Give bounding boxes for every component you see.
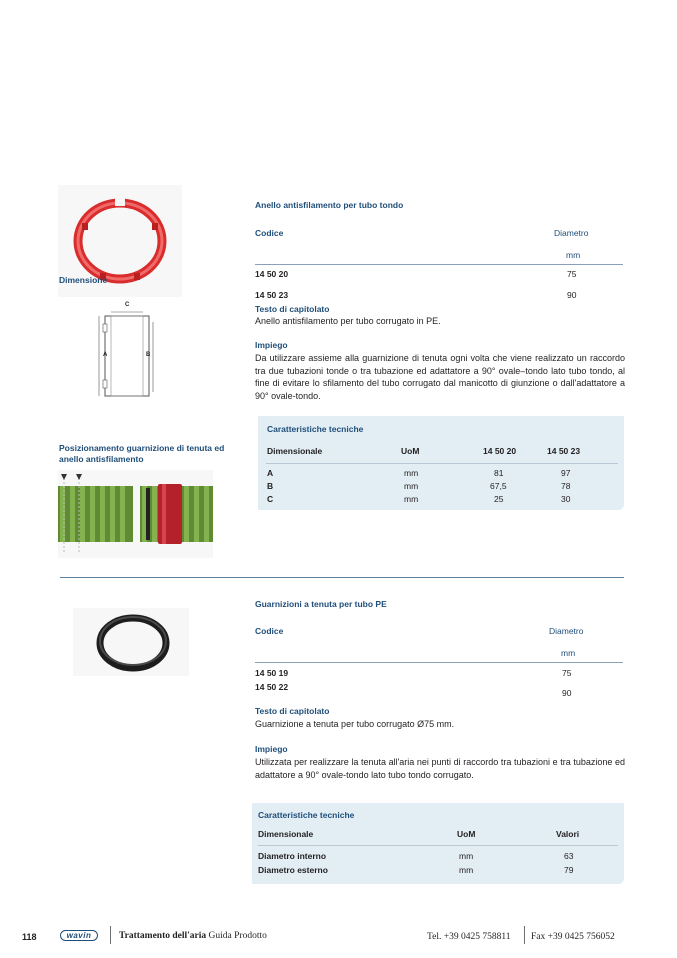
section2-tech-header-uom: UoM: [457, 829, 476, 839]
black-gasket-image: [95, 611, 171, 675]
section1-title: Anello antisfilamento per tubo tondo: [255, 200, 404, 210]
wavin-logo: [60, 930, 98, 941]
section1-impiego-text: Da utilizzare assieme alla guarnizione di tenuta ogni volta che viene realizzato un raccordo tra due tubazioni tonde o tra tubazione ed adattatore a 90° ovale–tondo lato tubo tondo, al fine di evitare lo sfilamento del tubo corrugato dal manicotto di giunzione o dall'adattatore a 90° ovale-tondo.: [255, 353, 625, 401]
section1-impiego-label: Impiego: [255, 340, 288, 350]
pipe-assembly-image: [58, 474, 213, 558]
footer-section-title: [119, 931, 267, 941]
footer-separator-2: [524, 926, 525, 944]
section2-tech-r2-dim: Diametro esterno: [258, 865, 328, 875]
section2-impiego-label: Impiego: [255, 744, 288, 754]
footer-fax: Fax +39 0425 756052: [531, 932, 615, 942]
section1-row1-code: 14 50 20: [255, 269, 289, 279]
section2-tech-box: [252, 803, 624, 884]
section1-tech-r2-dim: B: [267, 481, 274, 491]
section1-code-header: Codice: [255, 228, 284, 238]
section2-row1-diam: 75: [562, 668, 572, 678]
section1-testo-label: Testo di capitolato: [255, 304, 330, 314]
section2-tech-r2-uom: mm: [459, 865, 474, 875]
section1-tech-divider: [266, 463, 618, 464]
red-ring-image: [70, 195, 170, 287]
section2-code-header: Codice: [255, 626, 284, 636]
diagram-label-c: C: [125, 302, 130, 308]
section1-tech-r2-c2: 78: [561, 481, 571, 491]
section2-table-divider: [255, 662, 623, 663]
footer-section-bold: Trattamento dell'aria: [119, 931, 207, 941]
diagram-label-b: B: [146, 352, 151, 358]
section2-tech-header-dim: Dimensionale: [258, 829, 314, 839]
section1-tech-r2-c1: 67,5: [490, 481, 507, 491]
section1-tech-title: Caratteristiche tecniche: [267, 424, 364, 434]
section2-unit-header: mm: [561, 648, 576, 658]
section1-tech-header-uom: UoM: [401, 446, 420, 456]
section1-tech-r1-c2: 97: [561, 468, 571, 478]
section1-tech-header-c1: 14 50 20: [483, 446, 517, 456]
section2-row1-code: 14 50 19: [255, 668, 289, 678]
section1-row2-code: 14 50 23: [255, 290, 289, 300]
section1-table-divider: [255, 264, 623, 265]
section1-tech-header-c2: 14 50 23: [547, 446, 581, 456]
section2-impiego-text: Utilizzata per realizzare la tenuta all'aria nei punti di raccordo tra tubazioni e tra tubazione ed adattatore a 90° ovale-tondo lato tubo tondo corrugato.: [255, 757, 625, 780]
page-number: 118: [22, 932, 37, 942]
section1-tech-header-dim: Dimensionale: [267, 446, 323, 456]
section2-testo-label: Testo di capitolato: [255, 706, 330, 716]
section2-diam-header: Diametro: [549, 626, 584, 636]
section1-tech-r3-c2: 30: [561, 494, 571, 504]
section1-tech-r3-dim: C: [267, 494, 274, 504]
section1-unit-header: mm: [566, 250, 581, 260]
diagram-label-a: A: [103, 352, 108, 358]
section2-tech-r1-uom: mm: [459, 851, 474, 861]
section1-tech-r1-dim: A: [267, 468, 274, 478]
footer-section-light: Guida Prodotto: [208, 931, 267, 941]
section2-tech-title: Caratteristiche tecniche: [258, 810, 355, 820]
section1-tech-r3-uom: mm: [404, 494, 419, 504]
section2-row2-code: 14 50 22: [255, 682, 289, 692]
section2-row2-diam: 90: [562, 688, 572, 698]
section2-tech-r1-val: 63: [564, 851, 574, 861]
section1-tech-r1-c1: 81: [494, 468, 504, 478]
section1-row2-diam: 90: [567, 290, 577, 300]
section2-title: Guarnizioni a tenuta per tubo PE: [255, 599, 387, 609]
section2-testo-text: Guarnizione a tenuta per tubo corrugato Ø75 mm.: [255, 719, 455, 729]
section2-tech-divider: [258, 845, 618, 846]
section1-tech-r1-uom: mm: [404, 468, 419, 478]
positioning-label: Posizionamento guarnizione di tenuta ed anello antisfilamento: [59, 443, 225, 464]
section1-diam-header: Diametro: [554, 228, 589, 238]
dimension-label: Dimensione: [59, 275, 108, 285]
section1-row1-diam: 75: [567, 269, 577, 279]
footer-tel: Tel. +39 0425 758811: [427, 932, 511, 942]
section2-tech-r1-dim: Diametro interno: [258, 851, 327, 861]
section1-tech-r3-c1: 25: [494, 494, 504, 504]
section-separator: [60, 577, 624, 578]
section2-tech-r2-val: 79: [564, 865, 574, 875]
section1-testo-text: Anello antisfilamento per tubo corrugato in PE.: [255, 316, 441, 326]
section2-tech-header-val: Valori: [556, 829, 580, 839]
section1-tech-r2-uom: mm: [404, 481, 419, 491]
section1-tech-box: [258, 416, 624, 510]
footer-separator-1: [110, 926, 111, 944]
wavin-logo-text: wavin: [66, 931, 92, 940]
